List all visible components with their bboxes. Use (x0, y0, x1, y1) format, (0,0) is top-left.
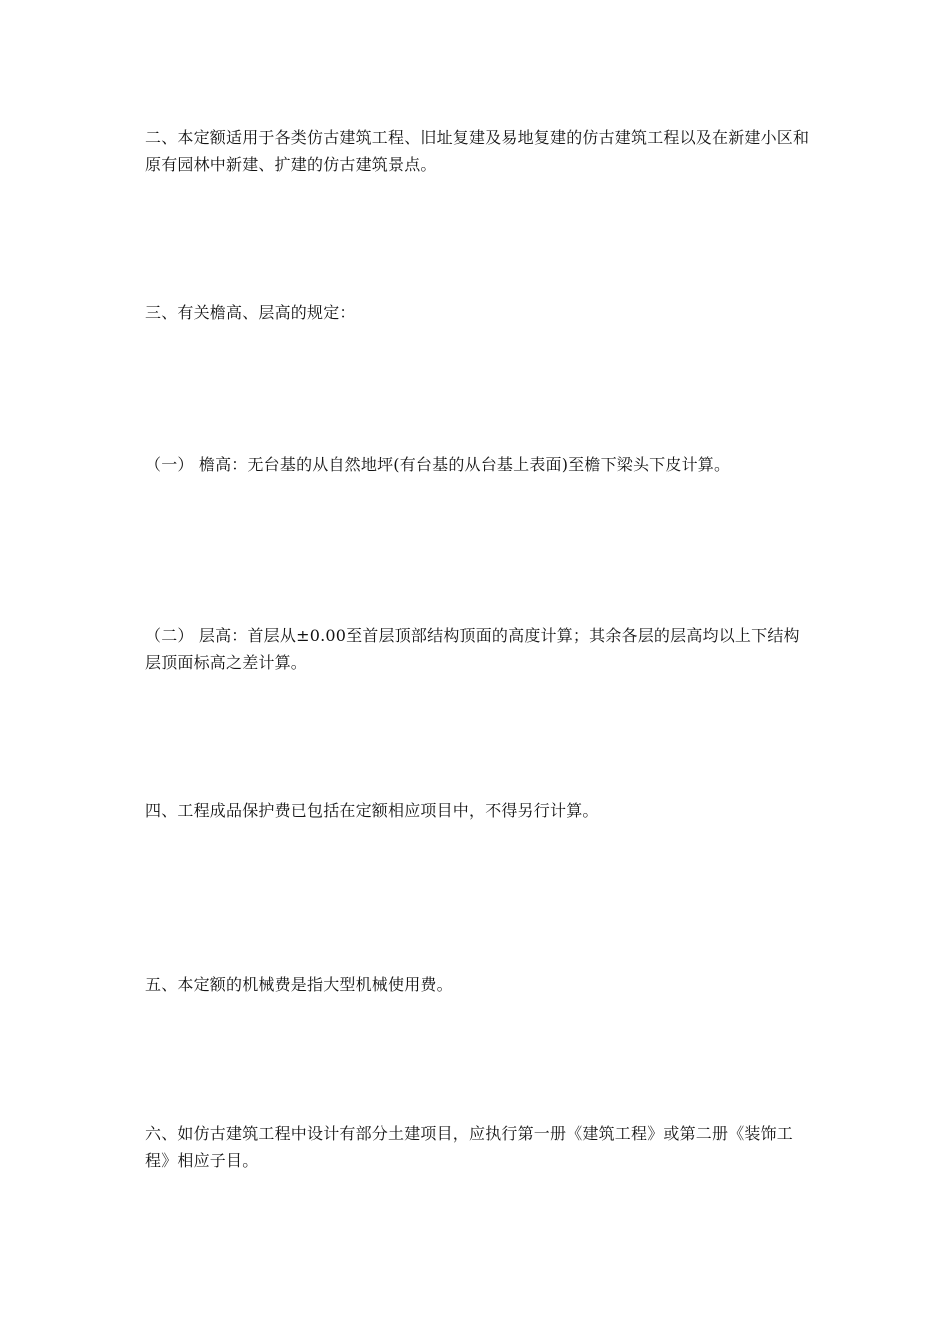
paragraph-scope: 二、本定额适用于各类仿古建筑工程、旧址复建及易地复建的仿古建筑工程以及在新建小区和原有园林中新建、扩建的仿古建筑景点。 (145, 128, 810, 174)
paragraph-floor-height: （二） 层高：首层从±0.00至首层顶部结构顶面的高度计算；其余各层的层高均以上下结构层顶面标高之差计算。 (145, 626, 800, 672)
paragraph-civil-items: 六、如仿古建筑工程中设计有部分土建项目，应执行第一册《建筑工程》或第二册《装饰工程》相应子目。 (145, 1124, 794, 1170)
paragraph-eave-height: （一） 檐高：无台基的从自然地坪(有台基的从台基上表面)至檐下梁头下皮计算。 (145, 455, 731, 474)
paragraph-machinery-fee: 五、本定额的机械费是指大型机械使用费。 (145, 975, 453, 994)
paragraph-height-rules-heading: 三、有关檐高、层高的规定： (145, 303, 356, 322)
paragraph-protection-fee: 四、工程成品保护费已包括在定额相应项目中，不得另行计算。 (145, 801, 599, 820)
